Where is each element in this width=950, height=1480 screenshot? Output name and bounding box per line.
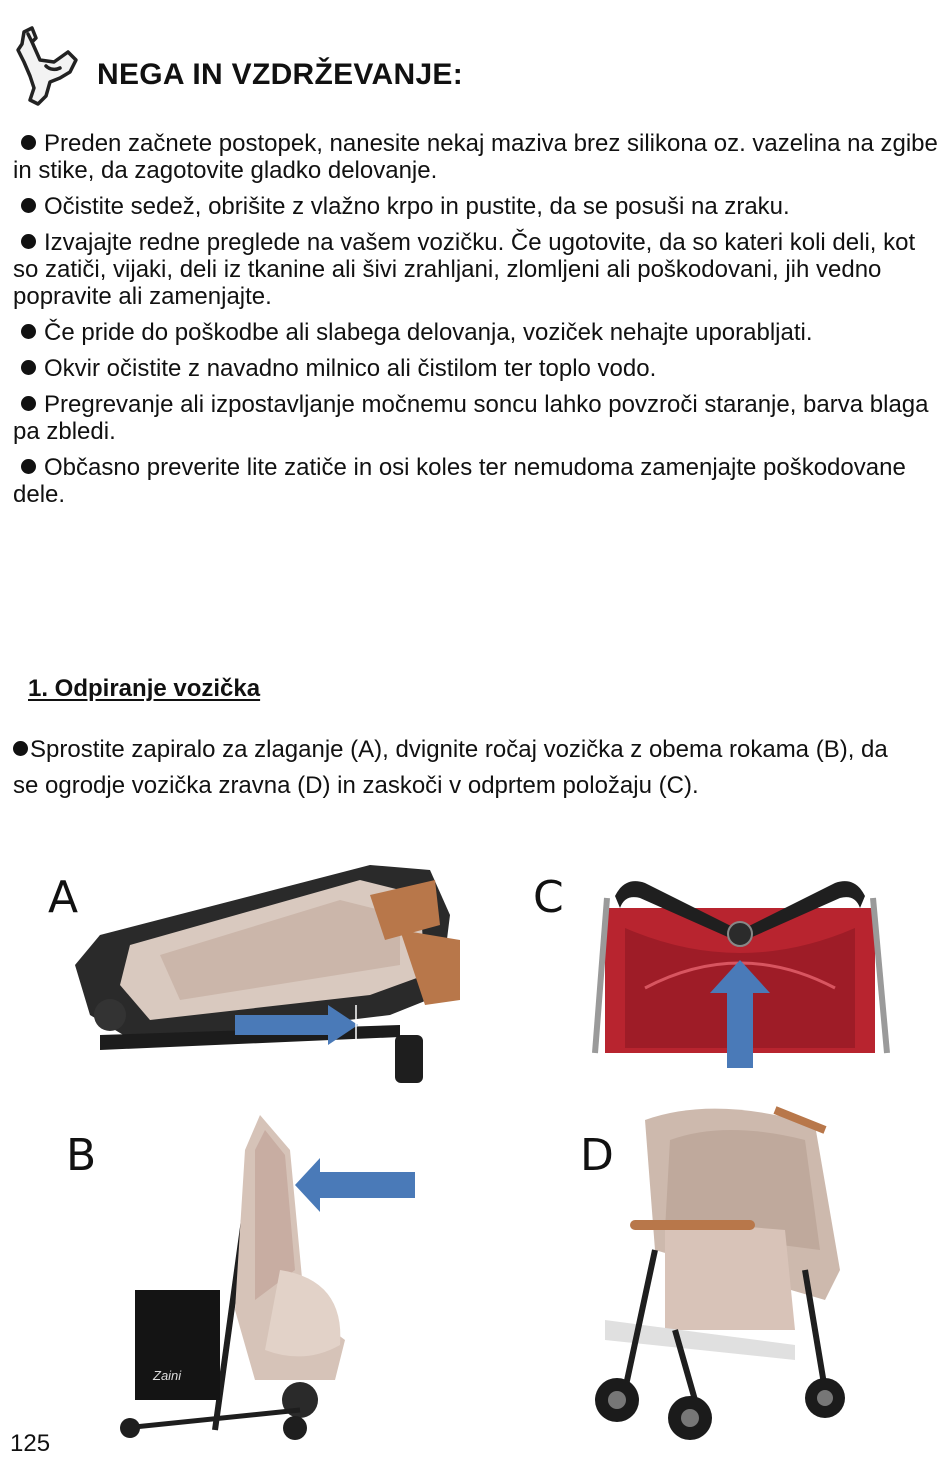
instruction-text: Sprostite zapiralo za zlaganje (A), dvignite ročaj vozička z obema rokama (B), da se ogrodje vozička zravna (D) in zaskoči v odprtem položaju (C). [13, 736, 888, 799]
page-number: 125 [10, 1430, 51, 1457]
care-list [13, 130, 938, 517]
handle-lock-photo [585, 868, 895, 1068]
folded-stroller-photo [40, 855, 470, 1090]
list-item: Izvajajte redne preglede na vašem vozičku. Če ugotovite, da so kateri koli deli, kot so zatiči, vijaki, deli iz tkanine ali šivi zrahljani, zlomljeni ali poškodovani, jih vedno popravite ali zamenjajte. [13, 229, 916, 310]
page-title: NEGA IN VZDRŽEVANJE: [97, 58, 464, 91]
bullet-icon [21, 234, 36, 249]
bullet-icon [21, 198, 36, 213]
bullet-icon [21, 324, 36, 339]
bullet-icon [13, 741, 28, 756]
list-item: Pregrevanje ali izpostavljanje močnemu soncu lahko povzroči staranje, barva blaga pa zbledi. [13, 391, 929, 445]
wrench-icon [10, 22, 82, 110]
bullet-icon [21, 135, 36, 150]
bullet-icon [21, 396, 36, 411]
figure-label-c: C [533, 872, 564, 923]
section-heading: 1. Odpiranje vozička [28, 675, 261, 702]
lifting-stroller-photo [105, 1110, 425, 1450]
figure-label-b: B [66, 1130, 97, 1181]
figure-label-a: A [48, 872, 79, 923]
list-item: Preden začnete postopek, nanesite nekaj maziva brez silikona oz. vazelina na zgibe in stike, da zagotovite gladko delovanje. [13, 130, 938, 184]
brand-mark: Zaini [153, 1368, 182, 1383]
list-item: Očistite sedež, obrišite z vlažno krpo in pustite, da se posuši na zraku. [13, 193, 938, 220]
list-item: Če pride do poškodbe ali slabega delovanja, voziček nehajte uporabljati. [13, 319, 938, 346]
bullet-icon [21, 459, 36, 474]
list-item: Okvir očistite z navadno milnico ali čistilom ter toplo vodo. [13, 355, 938, 382]
bullet-icon [21, 360, 36, 375]
open-stroller-photo [575, 1100, 855, 1445]
list-item: Občasno preverite lite zatiče in osi koles ter nemudoma zamenjajte poškodovane dele. [13, 454, 906, 508]
figure-label-d: D [580, 1130, 614, 1181]
